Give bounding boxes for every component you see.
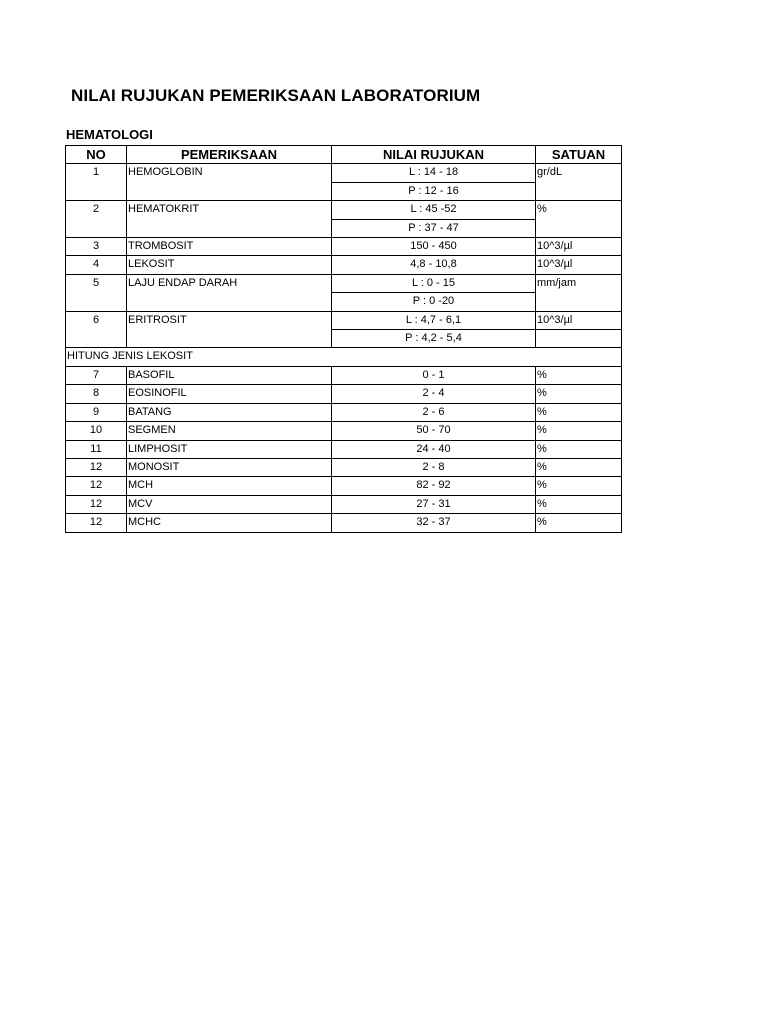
row-value: 150 - 450 [332,238,536,256]
table-row [66,440,622,458]
row-unit: % [536,385,622,403]
table-row [66,311,622,329]
row-no: 2 [66,201,127,238]
row-unit: % [536,458,622,476]
row-no: 11 [66,440,127,458]
table-row [66,238,622,256]
row-value: 0 - 1 [332,366,536,384]
row-unit: % [536,477,622,495]
row-no: 4 [66,256,127,274]
row-value: 2 - 8 [332,458,536,476]
row-value: P : 12 - 16 [332,182,536,200]
row-value: 2 - 6 [332,403,536,421]
row-name: BATANG [127,403,332,421]
row-value: P : 4,2 - 5,4 [332,330,536,348]
row-name: MCH [127,477,332,495]
document-title: NILAI RUJUKAN PEMERIKSAAN LABORATORIUM [71,86,481,105]
row-no: 5 [66,274,127,311]
row-value: 2 - 4 [332,385,536,403]
table-row [66,477,622,495]
table-row [66,403,622,421]
row-name: TROMBOSIT [127,238,332,256]
row-no: 12 [66,477,127,495]
row-unit: % [536,366,622,384]
row-value: 24 - 40 [332,440,536,458]
row-unit: % [536,514,622,532]
row-no: 7 [66,366,127,384]
row-no: 8 [66,385,127,403]
row-name: MCHC [127,514,332,532]
row-name: BASOFIL [127,366,332,384]
row-name: LIMPHOSIT [127,440,332,458]
row-unit: % [536,201,622,238]
row-no: 1 [66,164,127,201]
row-unit: 10^3/µl [536,311,622,329]
row-unit: % [536,422,622,440]
section-title-hematologi: HEMATOLOGI [66,127,153,142]
row-name: LAJU ENDAP DARAH [127,274,332,311]
table-row [66,366,622,384]
row-value: 50 - 70 [332,422,536,440]
table-row [66,274,622,292]
row-unit: gr/dL [536,164,622,201]
row-name: MCV [127,495,332,513]
row-unit-empty [536,330,622,348]
row-no: 12 [66,458,127,476]
table-group-row [66,348,622,366]
row-unit: % [536,403,622,421]
reference-values-table [65,145,622,533]
row-no: 10 [66,422,127,440]
table-row [66,495,622,513]
row-name: EOSINOFIL [127,385,332,403]
row-unit: % [536,495,622,513]
table-row [66,164,622,182]
row-unit: % [536,440,622,458]
row-no: 12 [66,495,127,513]
row-value: L : 45 -52 [332,201,536,219]
table-row [66,458,622,476]
row-value: 27 - 31 [332,495,536,513]
row-value: 4,8 - 10,8 [332,256,536,274]
row-value: L : 0 - 15 [332,274,536,292]
row-no: 9 [66,403,127,421]
table-row [66,514,622,532]
header-pemeriksaan: PEMERIKSAAN [127,146,332,164]
row-name: HEMOGLOBIN [127,164,332,201]
row-value: L : 4,7 - 6,1 [332,311,536,329]
table-header-row [66,146,622,164]
row-value: P : 0 -20 [332,293,536,311]
table-row [66,385,622,403]
row-unit: mm/jam [536,274,622,311]
group-label-hitung-jenis-lekosit: HITUNG JENIS LEKOSIT [66,348,622,366]
row-name: MONOSIT [127,458,332,476]
header-no: NO [66,146,127,164]
row-no: 6 [66,311,127,348]
table-row [66,422,622,440]
row-name: LEKOSIT [127,256,332,274]
row-unit: 10^3/µl [536,238,622,256]
row-no: 12 [66,514,127,532]
row-no: 3 [66,238,127,256]
header-nilai-rujukan: NILAI RUJUKAN [332,146,536,164]
row-name: HEMATOKRIT [127,201,332,238]
row-name: ERITROSIT [127,311,332,348]
table-row [66,256,622,274]
row-value: 32 - 37 [332,514,536,532]
row-value: P : 37 - 47 [332,219,536,237]
header-satuan: SATUAN [536,146,622,164]
row-value: 82 - 92 [332,477,536,495]
row-name: SEGMEN [127,422,332,440]
table-row [66,201,622,219]
row-unit: 10^3/µl [536,256,622,274]
row-value: L : 14 - 18 [332,164,536,182]
